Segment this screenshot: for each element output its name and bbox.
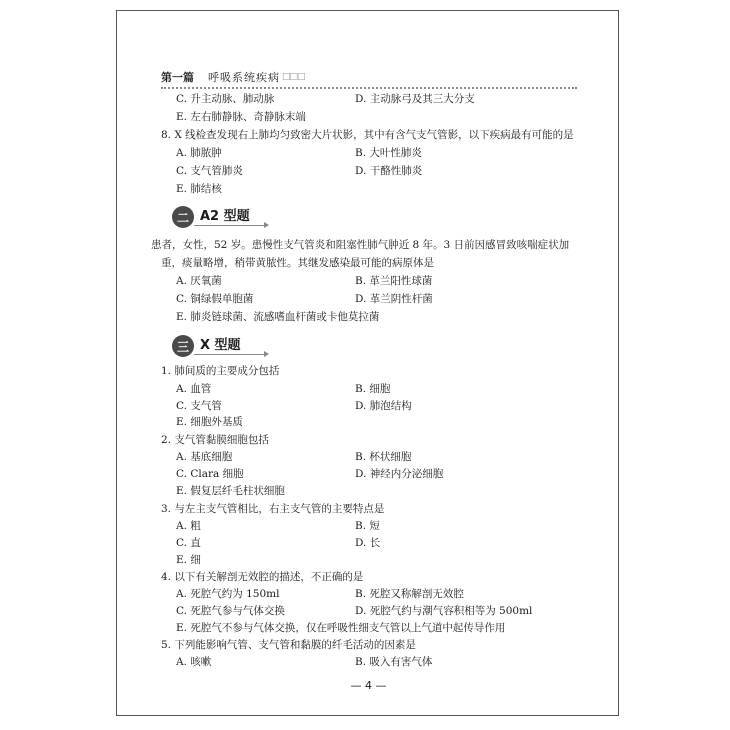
option: B. 革兰阳性球菌 bbox=[355, 275, 433, 287]
section-number-badge: 三 bbox=[172, 335, 194, 357]
question-stem: 5. 下列能影响气管、支气管和黏膜的纤毛活动的因素是 bbox=[161, 639, 416, 651]
option: B. 吸入有害气体 bbox=[355, 656, 433, 668]
option: D. 神经内分泌细胞 bbox=[355, 468, 444, 480]
option: A. 咳嗽 bbox=[176, 656, 212, 668]
header-part: 第一篇 bbox=[161, 71, 194, 84]
section-title: X 型题 bbox=[200, 337, 241, 353]
option: E. 细胞外基质 bbox=[176, 416, 243, 428]
option: B. 死腔又称解剖无效腔 bbox=[355, 588, 464, 600]
option: E. 肺炎链球菌、流感嗜血杆菌或卡他莫拉菌 bbox=[176, 311, 380, 323]
option: A. 粗 bbox=[176, 520, 201, 532]
option: D. 干酪性肺炎 bbox=[355, 165, 423, 177]
option: A. 厌氧菌 bbox=[176, 275, 222, 287]
option: C. 铜绿假单胞菌 bbox=[176, 293, 254, 305]
page-number: — 4 — bbox=[350, 679, 387, 692]
option: E. 死腔气不参与气体交换，仅在呼吸性细支气管以上气道中起传导作用 bbox=[176, 622, 506, 634]
option: C. 升主动脉、肺动脉 bbox=[176, 93, 275, 105]
option: D. 革兰阴性杆菌 bbox=[355, 293, 433, 305]
option: E. 肺结核 bbox=[176, 183, 222, 195]
question-stem: 1. 肺间质的主要成分包括 bbox=[161, 365, 280, 377]
option: D. 死腔气约与潮气容积相等为 500ml bbox=[355, 605, 533, 617]
case-stem-line-1: 患者，女性，52 岁。患慢性支气管炎和阻塞性肺气肿近 8 年。3 日前因感冒致咳喘症状加 bbox=[151, 239, 570, 251]
section-heading-x bbox=[172, 332, 241, 360]
option: C. 支气管 bbox=[176, 400, 222, 412]
question-stem: 2. 支气管黏膜细胞包括 bbox=[161, 434, 269, 446]
option: E. 细 bbox=[176, 554, 201, 566]
book-page bbox=[116, 10, 619, 716]
question-stem: 4. 以下有关解剖无效腔的描述，不正确的是 bbox=[161, 571, 364, 583]
option: B. 杯状细胞 bbox=[355, 451, 412, 463]
option: D. 主动脉弓及其三大分支 bbox=[355, 93, 475, 105]
question-stem: 3. 与左主支气管相比，右主支气管的主要特点是 bbox=[161, 503, 385, 515]
option: A. 基底细胞 bbox=[176, 451, 233, 463]
section-number-badge: 二 bbox=[172, 206, 194, 228]
option: C. 直 bbox=[176, 537, 201, 549]
option: A. 血管 bbox=[176, 383, 212, 395]
header-dotted-rule bbox=[161, 87, 577, 89]
option: D. 肺泡结构 bbox=[355, 400, 412, 412]
arrow-underline-icon bbox=[194, 354, 264, 355]
option: A. 死腔气约为 150ml bbox=[176, 588, 280, 600]
option: B. 细胞 bbox=[355, 383, 391, 395]
option: A. 肺脓肿 bbox=[176, 147, 222, 159]
section-title: A2 型题 bbox=[200, 208, 250, 224]
question-stem: 8. X 线检查发现右上肺均匀致密大片状影，其中有含气支气管影，以下疾病最有可能的是 bbox=[161, 129, 574, 141]
option: C. Clara 细胞 bbox=[176, 468, 244, 480]
option: B. 大叶性肺炎 bbox=[355, 147, 422, 159]
arrow-underline-icon bbox=[194, 225, 264, 226]
header-deco-boxes: □□□ bbox=[282, 72, 305, 82]
case-stem-line-2: 重，痰量略增，稍带黄脓性。其继发感染最可能的病原体是 bbox=[161, 257, 434, 269]
option: C. 支气管肺炎 bbox=[176, 165, 243, 177]
option: C. 死腔气参与气体交换 bbox=[176, 605, 285, 617]
option: D. 长 bbox=[355, 537, 381, 549]
running-header bbox=[161, 69, 305, 85]
section-heading-a2 bbox=[172, 203, 250, 231]
option: E. 假复层纤毛柱状细胞 bbox=[176, 485, 285, 497]
option: E. 左右肺静脉、奇静脉末端 bbox=[176, 111, 306, 123]
header-system: 呼吸系统疾病 bbox=[208, 71, 280, 84]
option: B. 短 bbox=[355, 520, 380, 532]
